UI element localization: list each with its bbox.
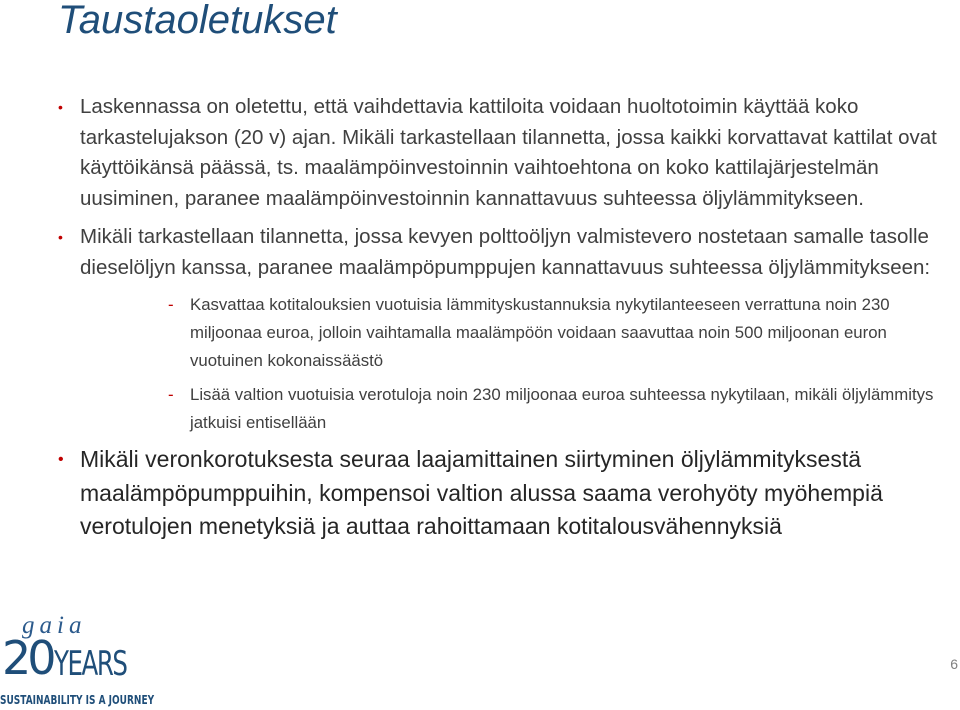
sub-bullet-marker: - <box>168 295 174 314</box>
logo-anniversary-number: 20 <box>2 631 53 685</box>
bullet-marker: • <box>58 451 64 468</box>
sub-bullet-item-1 <box>168 291 953 375</box>
bullet-marker: • <box>58 99 63 115</box>
logo-tagline: SUSTAINABILITY IS A JOURNEY <box>0 692 155 707</box>
bullet-item-1 <box>58 92 953 214</box>
bullet-item-3 <box>58 443 953 544</box>
page-title: Taustaoletukset <box>58 0 337 42</box>
bullet-text: Laskennassa on oletettu, että vaihdettavia kattiloita voidaan huoltotoimin käyttää koko tarkastelujakson (20 v) ajan. Mikäli tarkastellaan tilannetta, jossa kaikki korvattavat kattilat ovat käyttöikänsä päässä, ts. maalämpöinvestoinnin vaihtoehtona on koko kattilajärjestelmän uusiminen, paranee maalämpöinvestoinnin kannattavuus suhteessa öljylämmitykseen. <box>80 95 937 210</box>
sub-bullet-marker: - <box>168 385 174 404</box>
bullet-text: Mikäli veronkorotuksesta seuraa laajamittainen siirtyminen öljylämmityksestä maalämpöpumppuihin, kompensoi valtion alussa saama verohyöty myöhempiä verotulojen menetyksiä ja auttaa rahoittamaan kotitalousvähennyksiä <box>80 446 883 539</box>
sub-bullet-item-2 <box>168 381 953 437</box>
page-number: 6 <box>950 656 958 672</box>
bullet-item-2 <box>58 222 953 283</box>
sub-bullet-text: Kasvattaa kotitalouksien vuotuisia lämmityskustannuksia nykytilanteeseen verrattuna noin 230 miljoonaa euroa, jolloin vaihtamalla maalämpöön voidaan saavuttaa noin 500 miljoonan euron vuotuinen kokonaissäästö <box>190 295 890 370</box>
logo-brand: gaia <box>22 612 87 639</box>
bullet-marker: • <box>58 229 63 245</box>
bullet-text: Mikäli tarkastellaan tilannetta, jossa kevyen polttoöljyn valmistevero nostetaan samalle tasolle dieselöljyn kanssa, paranee maalämpöpumppujen kannattavuus suhteessa öljylämmitykseen: <box>80 225 931 279</box>
sub-bullet-text: Lisää valtion vuotuisia verotuloja noin 230 miljoonaa euroa suhteessa nykytilaan, mikäli öljylämmitys jatkuisi entisellään <box>190 385 934 432</box>
bullet-list <box>58 92 953 552</box>
sub-bullet-list <box>58 291 953 437</box>
logo-anniversary-word: YEARS <box>54 644 127 684</box>
gaia-20-years-logo <box>0 612 155 710</box>
